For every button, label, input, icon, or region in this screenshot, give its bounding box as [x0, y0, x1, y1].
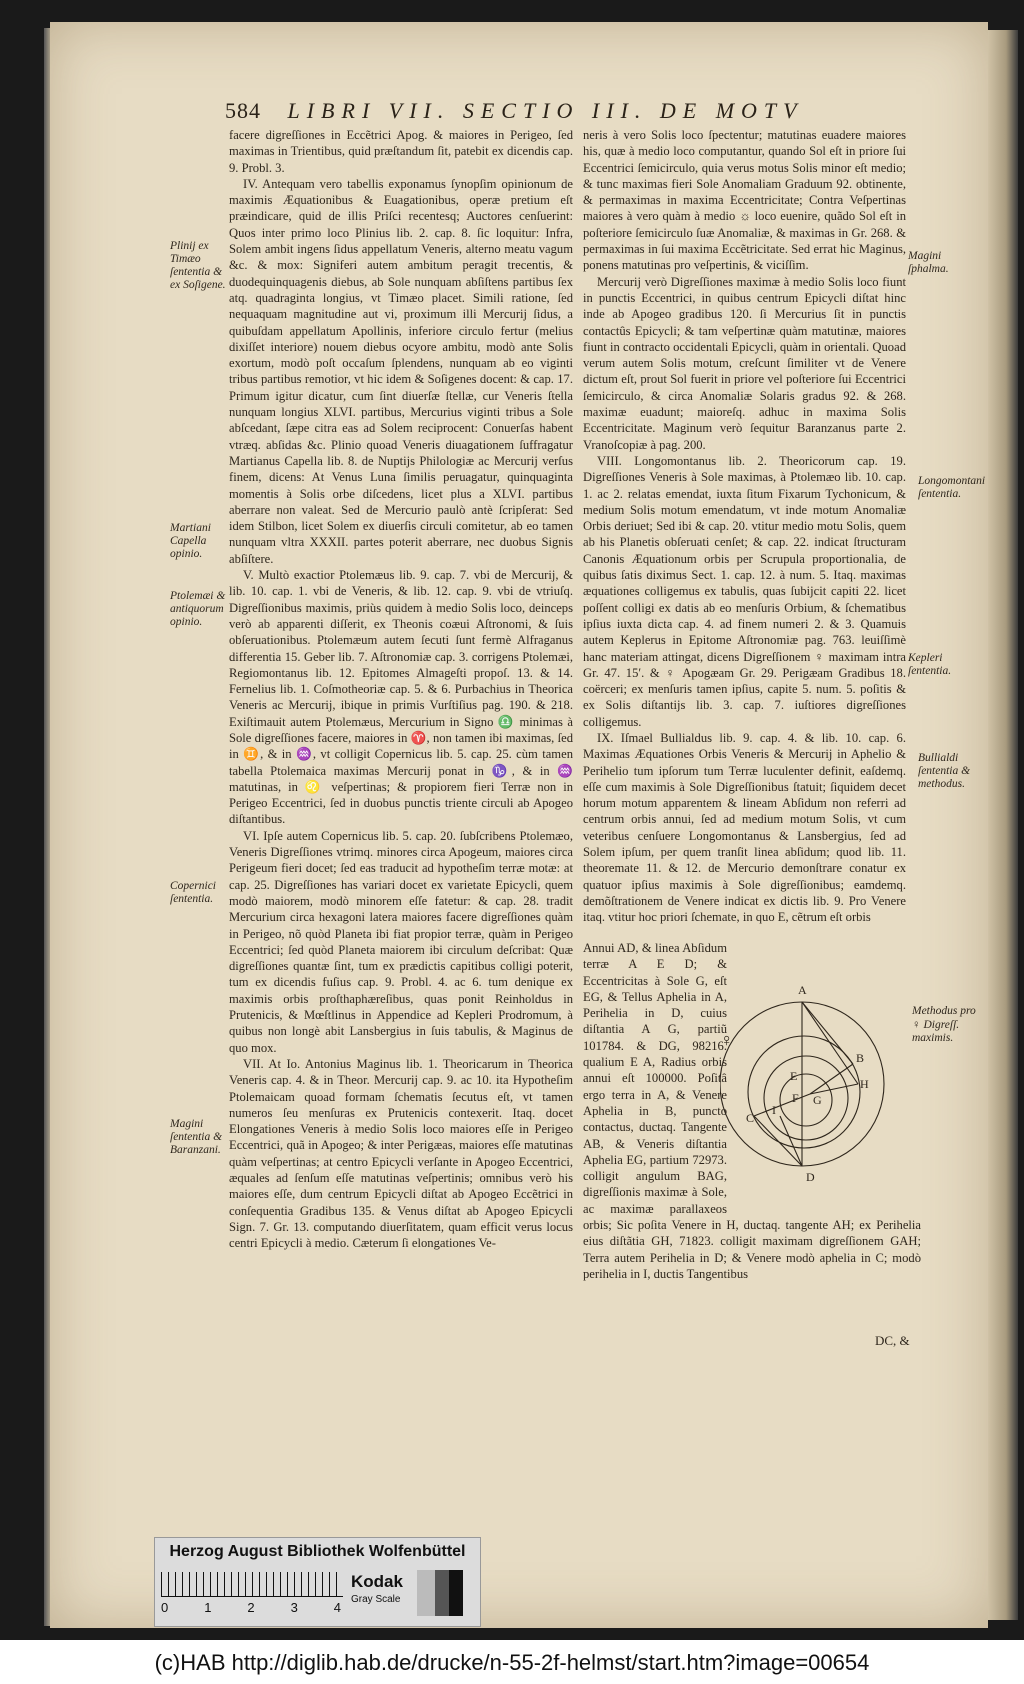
- footer-bar: [0, 1640, 1024, 1684]
- margin-note-bullialdi: Bullialdi ſententia & methodus.: [918, 752, 971, 790]
- paragraph: Annui AD, & linea Abſidum terræ A E D; & Eccentricitas à Sole G, eſt EG, & Tellus Aphelia in A, Perihelia in D, cuius diſtantia A G, partiũ 101784. & DG, 98216. qualium E A, Radius orbis annui eſt 100000. Poſitâ ergo terra in A, & Venere Aphelia in B, puncto contactus, ductaq. Tangente AB, & Veneris diſtantia Aphelia EG, partium 72973. colligit angulum BAG, digreſſionis maximæ à Sole, ac maximæ parallaxeos orbis; Sic poſita Venere in H, ductaq. tangente AH; ex Perihelia eius diſtãtia GH, 71823. colligit maximam digreſſionem GAH; Terra autem Perihelia in D; & Venere modò aphelia in C; modò perihelia in I, ductis Tangentibus: [583, 941, 921, 1281]
- credit-line: (c)HAB http://diglib.hab.de/drucke/n-55-2f-helmst/start.htm?image=00654: [154, 1650, 870, 1675]
- margin-note-magini: Magini ſententia & Baranzani.: [170, 1118, 223, 1156]
- running-header: [225, 98, 875, 124]
- margin-note-ptolemaei: Ptolemæi & antiquorum opinio.: [170, 590, 226, 628]
- venus-orbit-diagram: [720, 966, 900, 1196]
- right-text-column: [583, 127, 906, 937]
- kodak-subtitle: Gray Scale: [351, 1594, 401, 1605]
- ruler-number: 2: [247, 1600, 255, 1615]
- ruler-number: 4: [333, 1600, 341, 1615]
- label-e: E: [790, 1069, 798, 1083]
- tangent-ah: [802, 1002, 858, 1084]
- paragraph: VI. Ipſe autem Copernicus lib. 5. cap. 20. ſubſcribens Ptolemæo, Veneris Digreſſiones vtrimq. minores circa Apogeum, maiores circa Perigeum fieri docet; ſed eas traducit ad hypotheſim terræ motæ: at cap. 25. Digreſſiones has variari docet ex varietate Epicycli, quem modò maiorem, modò minorem eſſe fatetur: & cap. 28. tradit Mercurium circa hexagoni latera maiores facere digreſſiones quàm in Perigeo, nõ quòd Planeta ibi fiat propior terræ, quàm in Perigeo Eccentrici; ſed quòd Planeta maiorem ibi circulum deſcribat: Quæ digreſſiones quantæ ſint, tum ex prædictis capitibus colligi poterit, tum ex dicendis fuſius cap. 9. Probl. 4. ac 6. tum denique ex maximis orbis proſthaphæreſibus, quas ponit Reinholdus in Prutenicis, & Mœſtlinus in Appendice ad Kepleri Prodromum, à quibus non longè abit Lansbergius in ſuis tabulis, & Maginus de quo mox.: [229, 828, 573, 1055]
- margin-note-plinius: Plinij ex Timæo ſententia & ex Soſigene.: [170, 240, 226, 291]
- venus-orbit-small: [780, 1074, 832, 1126]
- label-i: I: [772, 1103, 776, 1117]
- margin-note-martianus: Martiani Capella opinio.: [170, 522, 211, 560]
- measurement-ruler: [161, 1572, 343, 1597]
- label-h: H: [860, 1077, 869, 1091]
- tangent-ab: [802, 1002, 853, 1064]
- paragraph: V. Multò exactior Ptolemæus lib. 9. cap. 7. vbi de Mercurij, & lib. 10. cap. 1. vbi de Veneris, & lib. 12. cap. 9. vbi de vtriuſq. Digreſſionibus maximis, priùs quidem à medio Solis loco, deinceps verò ab apparenti diſſerit, ex Theonis coæui Aſtronomi, & ſuis obſeruationibus. Ptolemæum autem ſecuti ſunt fermè Alfraganus differentia 15. Geber lib. 7. Aſtronomiæ cap. 3. corrigens Ptolemæi, Regiomontanus lib. 12. Epitomes Almageſti propoſ. 13. & 14. Fernelius lib. 1. Coſmotheoriæ cap. 5. & 6. Purbachius in Theorica Veneris ac Mercurij, ibique in primis Vurſtiſius pag. 190. & 218. Exiſtimauit autem Ptolemæus, Mercurium in Signo ♎ minimas à Sole digreſſiones facere, maiores in ♈, non tamen ibi maximas, ſed in ♊, & in ♒, vt colligit Copernicus lib. 5. cap. 25. cùm tamen tabella Ptolemaica maximas Mercurij ponat in ♑, & in ♒ matutinas, in ♌ veſpertinas; & propiorem fieri Terræ non in Perigeo Eccentrici, ſed in duobus punctis triente circuli ab Apogeo diſtantibus.: [229, 568, 573, 827]
- library-name: Herzog August Bibliothek Wolfenbüttel: [169, 1543, 466, 1560]
- label-f: F: [792, 1091, 799, 1105]
- ruler-number: 3: [290, 1600, 298, 1615]
- paragraph: IV. Antequam vero tabellis exponamus ſynopſim opinionum de maximis Æquationibus & Euagationibus, operæ pretium eſt præindicare, quid de illis Priſci recentesq; Auctores cenſuerint: Quos inter primo loco Plinius lib. 2. cap. 8. ſic loquitur: Infra, Solem ambit ingens ſidus appellatum Veneris, alterno meatu vagum &c. & mox: Signiferi autem ambitum peragit trecentis, & duodequinquagenis diebus, ab Sole nunquam abſiſtens partibus ſex atq. quadraginta longius, vt Timæo placet. Simili ratione, ſed nequaquam magnitudine aut vi, proximum illi Mercurij ſidus, a quibuſdam appellatum Apollinis, inferiore circulo fertur (melius dixiſſet interiore) nouem diebus ocyore ambitu, modò ante Solis exortum, modò poſt occaſum ſplendens, nunquam ab eo viginti tribus partibus remotior, vt hic idem & Soſigenes docent: & cap. 17. Primum igitur dicatur, cum ſint diuerſæ ſtellæ, cur Veneris ſtella nunquam longius XLVI. partibus, Mercurius viginti tribus a Sole abſcedant, ſæpe citra eas ad Solem reciprocent: Conuerſas habent vtræq. abſidas &c. Plinio quoad Veneris diuagationem ſuffragatur Martianus Capella lib. 8. de Nuptijs Philologiæ ac Mercurij verſus finem, dicens: At Venus Luna ſimilis peruagatur, quinquaginta momentis à Solis orbe diſcedens, licet plus a XLVI. partibus aberrare non valeat. Sed de Mercurio paulò antè ſcripſerat: Sed idem Stilbon, licet Solem ex diuerſis circuli comitetur, ab eo tamen nunquam vltra XXXII. partes poterit aberrare, nec duobus Signis abſiſtere.: [229, 176, 573, 566]
- ruler-numbers: [161, 1600, 341, 1615]
- gray-swatch-mid: [435, 1570, 449, 1616]
- margin-note-kepleri: Kepleri ſententia.: [908, 652, 952, 677]
- gray-swatch-light: [417, 1570, 435, 1616]
- margin-note-magini-error: Magini ſphalma.: [908, 250, 949, 275]
- label-c: C: [746, 1111, 755, 1125]
- tangent-di: [780, 1116, 802, 1166]
- left-text-column: [229, 127, 573, 1337]
- venus-symbol-icon: ♀: [720, 1030, 734, 1050]
- diagram-svg: [720, 966, 900, 1196]
- paragraph: neris à vero Solis loco ſpectentur; matutinas euadere maiores his, quæ à medio loco computantur, quando Sol eſt in priore ſui Eccentrici ſemicirculo, quia verus motus Solis minor eſt medio; & tunc maximas fieri Sole Anomaliam Graduum 92. obtinente, & permaximas in maxima Eccentricitate; Contra Veſpertinas maiores à vero quàm à medio ☼ loco euenire, quãdo Sol eſt in poſteriore ſemicirculo ſuæ Anomaliæ, & maximas in Gr. 268. & permaximas in ſui maxima Eccẽtricitate. Sed errat hic Maginus, ponens matutinas pro veſpertinis, & viciſſim.: [583, 128, 906, 273]
- label-b: B: [856, 1051, 865, 1065]
- label-g: G: [813, 1093, 822, 1107]
- library-label: [154, 1537, 481, 1627]
- running-title: LIBRI VII. SECTIO III. DE MOTV: [287, 98, 804, 123]
- margin-note-methodus: Methodus pro ♀ Digreſſ. maximis.: [912, 1005, 976, 1044]
- catchword: DC, &: [875, 1333, 910, 1348]
- paragraph: VII. At Io. Antonius Maginus lib. 1. Theoricarum in Theorica Veneris cap. 4. & in Theor. Mercurij cap. 9. ac 10. ita Hypotheſim Ptolemaicam quoad formam ſchematis ſecutus eſt, vt tamen numeros ſeu menſuras ex Prutenicis contexerit. Itaq. docet Elongationes Veneris à medio Solis loco maiores eſſe in Perigeo Eccentrici, quã in Apogeo; & inter Perigæas, maiores eſſe matutinas quàm veſpertinas; at centro Epicycli verſante in Apogeo Eccentrici, æquales ad ſenſum eſſe matutinas veſpertinis; omnibus verò his maiores eſſe, dum centrum Epicycli diſtat ab Apogeo Eccẽtrici in conſequentia Gradibus 135. & Venus diſtat ab Apogeo Epicycli Sign. 7. Gr. 13. computando diuerſitatem, quam efficit verus locus centri Epicycli à medio. Cæterum ſi elongationes Ve-: [229, 1056, 573, 1251]
- paragraph: facere digreſſiones in Eccẽtrici Apog. & maiores in Perigeo, ſed maximas in Trientibus, quid præſtandum ſit, patebit ex dicendis cap. 9. Probl. 3.: [229, 128, 573, 175]
- ruler-number: 1: [204, 1600, 212, 1615]
- paragraph: Mercurij verò Digreſſiones maximæ à medio Solis loco fiunt in punctis Eccentrici, in quibus centrum Epicycli diſtat hinc inde ab Apogeo gradibus 120. ſi Mercurius ſit in punctis contactûs Epicycli; & tam veſpertinæ quàm matutinæ, maiores fiunt in contracto occidentali Epicycli, quàm in orientali. Quoad verum autem Solis motum, creſcunt ſimiliter vt de Venere dictum eſt, prout Sol fuerit in priore vel poſteriore ſui Eccentrici ſemicirculo, & circa Anomaliæ Solaris gradus 92. & 268. maximæ euadunt; maioreſq. adhuc in maxima Solis Eccentricitate. Maginum verò ſequitur Baranzanus parte 2. Vranoſcopiæ à pag. 200.: [583, 274, 906, 452]
- margin-note-copernici: Copernici ſententia.: [170, 880, 216, 905]
- page-right-edge: [988, 30, 1018, 1620]
- label-d: D: [806, 1170, 815, 1184]
- label-a: A: [798, 983, 807, 997]
- gray-swatch-dark: [449, 1570, 463, 1616]
- margin-note-longomontani: Longomontani ſententia.: [918, 475, 986, 500]
- paragraph: IX. Iſmael Bullialdus lib. 9. cap. 4. & lib. 10. cap. 6. Maximas Æquationes Orbis Veneris & Mercurij in Aphelio & Perihelio tum ipſorum tum Terræ luculenter definit, eaſdemq. eſſe cum maximis à Sole Digreſſionibus ſtatuit; ſiquidem decet horum motum apparentem & lineam Abſidum non referri ad centrum orbis annui, ſed ad medium motum Solis, vt cum veteribus cenſuere Longomontanus & Lansbergius, ſed ad Solem ipſum, per quem tranſit linea abſidum; quod lib. 11. theoremate 11. & 12. de Mercurio demonſtrare conatur ex quatuor ipſius maximis à Sole digreſſionibus; eamdemq. demõſtrationem de Venere indicat ex dictis lib. 9. Pro Venere itaq. vtitur hoc priori ſchemate, in quo E, cẽtrum eſt orbis: [583, 730, 906, 925]
- paragraph: VIII. Longomontanus lib. 2. Theoricorum cap. 19. Digreſſiones Veneris à Sole maximas, à Ptolemæo lib. 10. cap. 1. ac 2. relatas emendat, iuxta ſitum Fixarum Tychonicum, & medium Solis motum emendatum, vt inde motum Anomaliæ Orbis deriuet; Sed ibi & cap. 20. vtitur medio motu Solis, quem ab his Planetis obſeruati cenſet; & cap. 22. indicat ſtructuram Canonis Æquationum orbis per Scrupula proportionalia, de quibus ſatis diximus Sect. 1. cap. 12. à num. 5. Itaq. maximas æquationes colligemus ex tabulis, quas ſubijcit capiti 22. licet poſſent colligi ex datis ab eo menſuris Orbium, & ſchematibus ipſius iuxta dicta cap. 4. ad finem numeri 2. & 3. Quamuis autem Keplerus in Epitome Aſtronomiæ pag. 763. leuiſſimè hanc materiam attingat, dicens Digreſſionem ♀ maximam intra Gr. 47. 15′. & ♀ Apogæam Gr. 29. Perigæam Gradibus 18. coërceri; ex menſuris tamen ipſius, capite 5. num. 5. poſitis & ex Solis diſtantijs lib. 3. cap. 7. iuſtiores digreſſiones colligemus.: [583, 453, 906, 729]
- kodak-logo: Kodak: [351, 1572, 403, 1591]
- page-number: 584: [225, 98, 261, 123]
- ruler-number: 0: [161, 1600, 169, 1615]
- venus-orbit-inner: [764, 1056, 848, 1140]
